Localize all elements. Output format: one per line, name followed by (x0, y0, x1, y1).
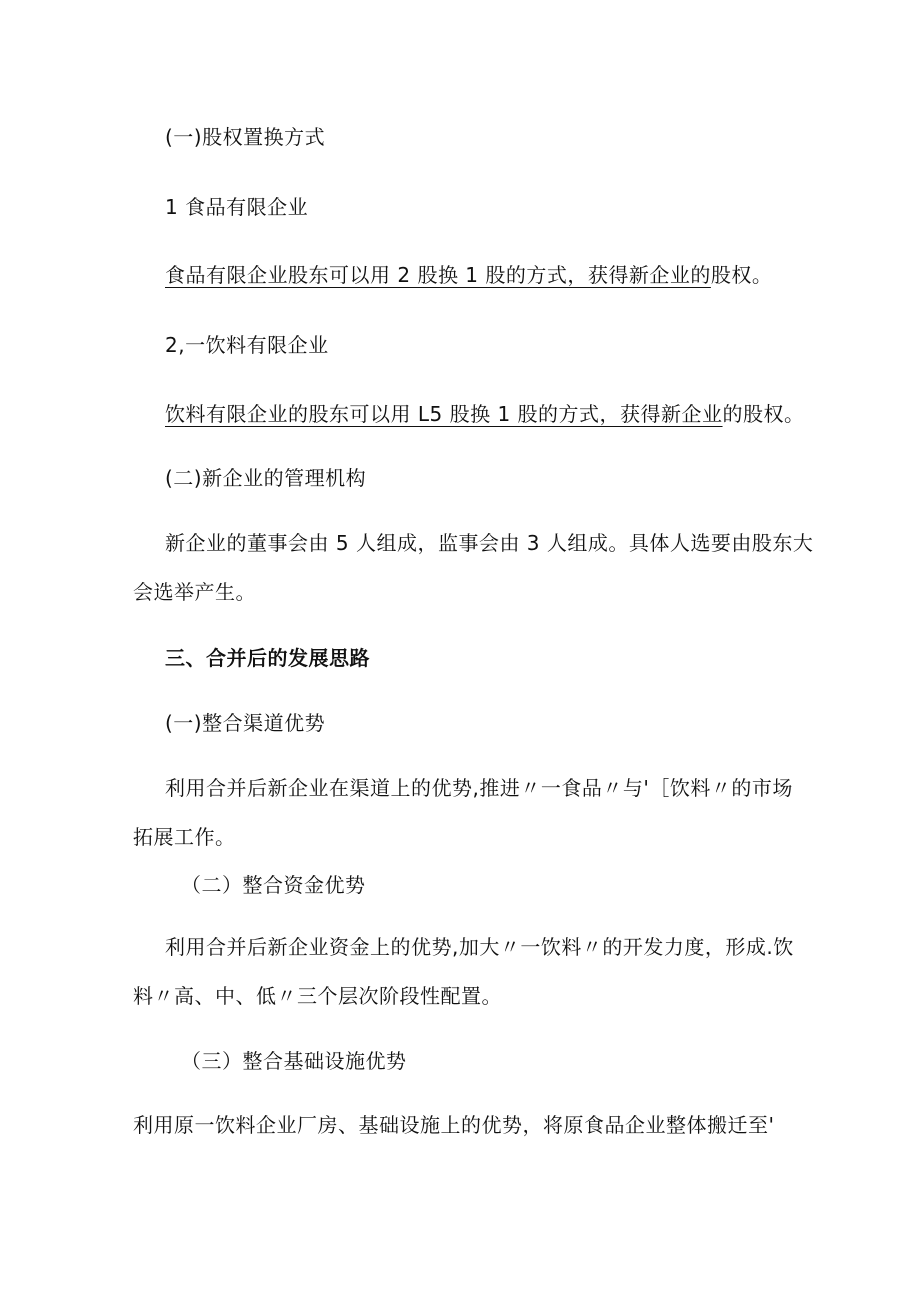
paragraph-food-company-swap (165, 262, 772, 288)
section-heading-development: 三、合并后的发展思路 (165, 646, 370, 670)
plain-text: 的股权。 (722, 402, 805, 426)
paragraph-infrastructure-line-1: 利用原一饮料企业厂房、基础设施上的优势，将原食品企业整体搬迁至' (133, 1113, 775, 1137)
paragraph-beverage-company-swap (165, 401, 805, 427)
item-heading-beverage-company: 2,一饮料有限企业 (165, 333, 329, 357)
item-heading-food-company: 1 食品有限企业 (165, 195, 309, 219)
subheading-infrastructure-advantage: （三）整合基础设施优势 (181, 1049, 407, 1073)
underlined-text: 食品有限企业股东可以用 2 股换 1 股的方式，获得新企业的 (165, 263, 711, 287)
paragraph-channel-line-2: 拓展工作。 (133, 825, 236, 849)
subheading-capital-advantage: （二）整合资金优势 (181, 873, 366, 897)
subheading-management: (二)新企业的管理机构 (165, 466, 367, 490)
subheading-equity-swap: (一)股权置换方式 (165, 125, 326, 149)
paragraph-capital-line-2: 料〃高、中、低〃三个层次阶段性配置。 (133, 984, 502, 1008)
paragraph-capital-line-1: 利用合并后新企业资金上的优势,加大〃一饮料〃的开发力度，形成.饮 (165, 935, 794, 959)
paragraph-management-line-2: 会选举产生。 (133, 580, 256, 604)
underlined-text: 饮料有限企业的股东可以用 L5 股换 1 股的方式，获得新企业 (165, 402, 723, 426)
plain-text: 股权。 (710, 263, 773, 287)
paragraph-management-line-1: 新企业的董事会由 5 人组成，监事会由 3 人组成。具体人选要由股东大 (165, 531, 814, 555)
paragraph-channel-line-1: 利用合并后新企业在渠道上的优势,推进〃一食品〃与'［饮料〃的市场 (165, 776, 793, 800)
subheading-channel-advantage: (一)整合渠道优势 (165, 711, 326, 735)
